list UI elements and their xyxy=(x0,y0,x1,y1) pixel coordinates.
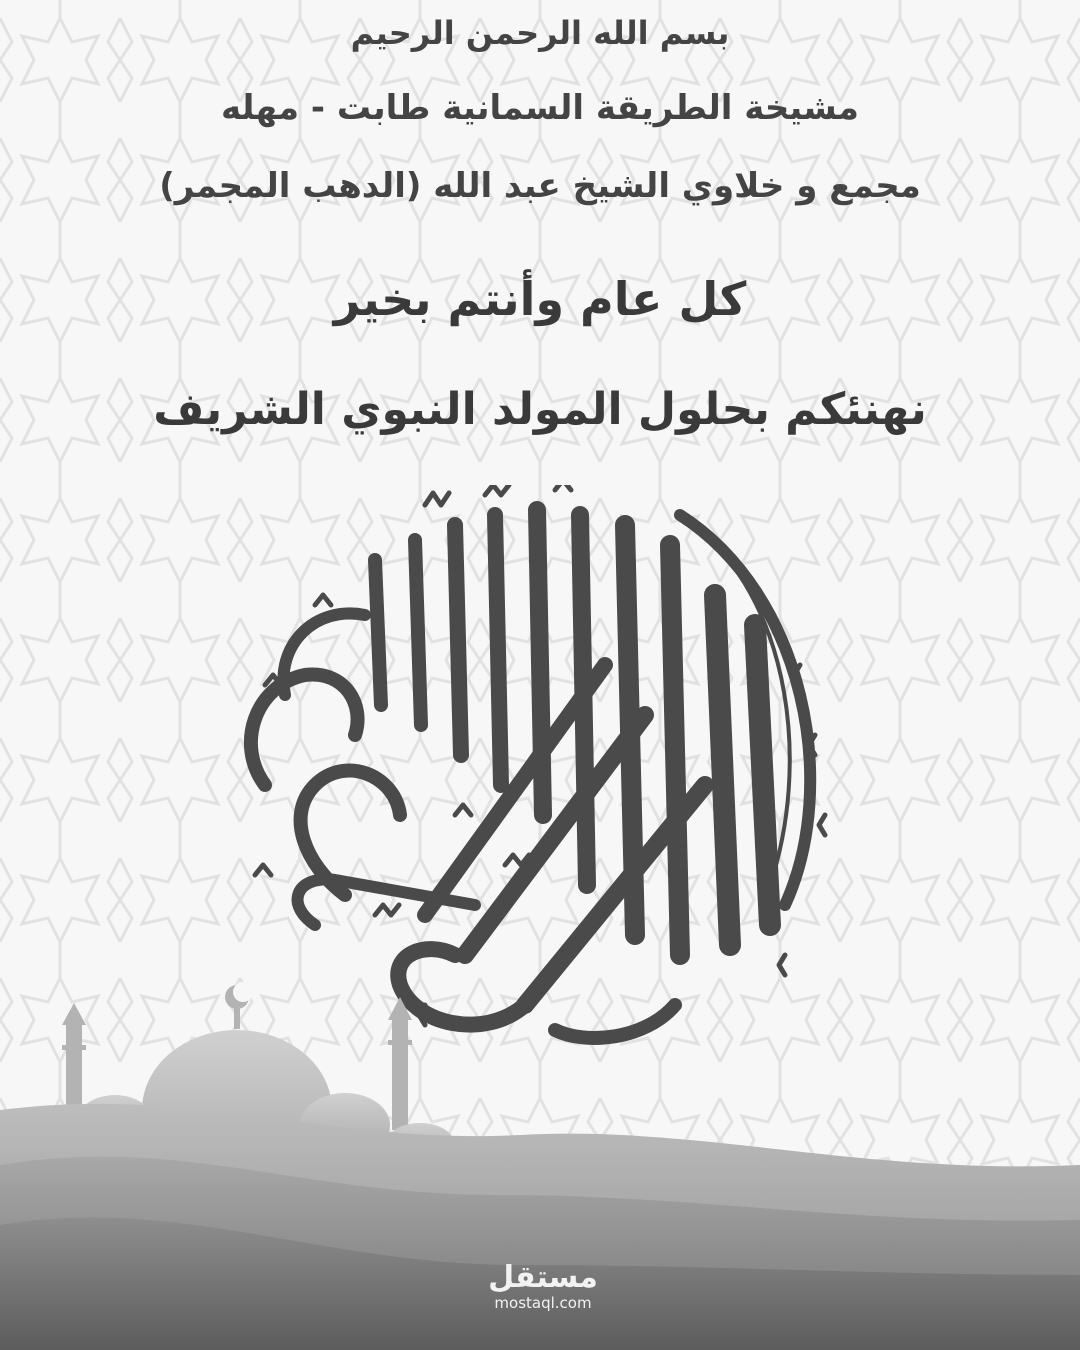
watermark-arabic: مستقل xyxy=(488,1260,598,1295)
congratulation-heading: نهنئكم بحلول المولد النبوي الشريف xyxy=(153,384,927,435)
shahada-calligraphy xyxy=(225,485,845,1050)
crescent-icon xyxy=(225,982,253,1029)
greeting-heading: كل عام وأنتم بخير xyxy=(333,272,747,326)
basmala-text: بسم الله الرحمن الرحيم xyxy=(350,14,730,52)
complex-title: مجمع و خلاوي الشيخ عبد الله (الدهب المجمر) xyxy=(159,166,921,206)
organization-title: مشيخة الطريقة السمانية طابت - مهله xyxy=(221,88,859,128)
mostaql-watermark xyxy=(478,1262,608,1322)
watermark-latin: mostaql.com xyxy=(494,1294,592,1312)
